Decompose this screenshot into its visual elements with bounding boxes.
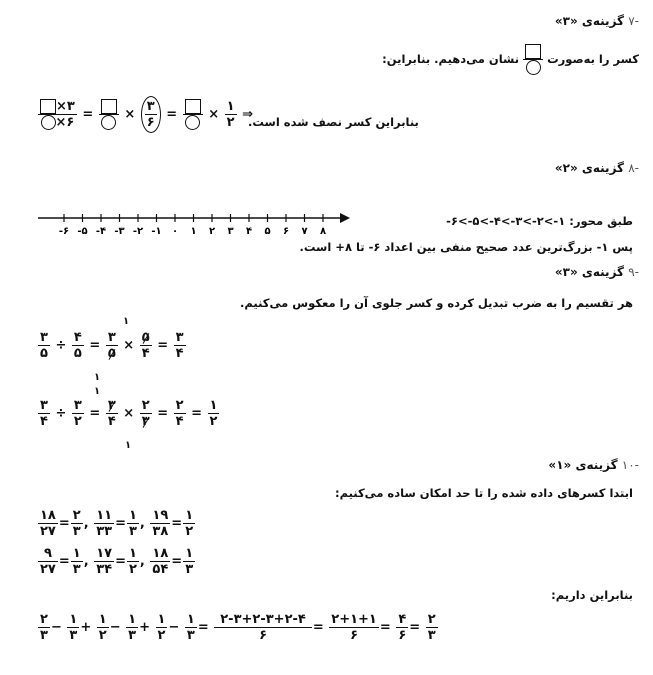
cancel-note: ۱	[94, 386, 101, 397]
number-line-label: -۳	[114, 226, 125, 237]
q9-answer: گزینه‌ی «۳»	[554, 265, 625, 279]
q8-number: -۸	[628, 161, 639, 175]
q8-conclusion: پس ۱- بزرگ‌ترین عدد صحیح منفی بین اعداد ۶- تا ۸+ است.	[299, 240, 633, 254]
q9-heading	[555, 265, 639, 279]
number-line-label: -۴	[95, 226, 107, 237]
q10-number: -۱۰	[621, 458, 639, 472]
circle-symbol	[526, 60, 541, 75]
q10-therefore: بنابراین داریم:	[551, 588, 633, 602]
q7-line1	[382, 44, 639, 75]
q7-heading	[555, 14, 639, 28]
q9-intro: هر تقسیم را به ضرب تبدیل کرده و کسر جلوی آن را معکوس می‌کنیم.	[240, 296, 633, 310]
q7-answer: گزینه‌ی «۳»	[554, 14, 625, 28]
q7-circled-frac: $\frac{۳}{۶}$	[141, 96, 161, 133]
q7-frac-a: $\frac{\times ۳}{\times ۶}$	[38, 99, 77, 130]
number-line-label: ۰	[171, 226, 179, 237]
q9-equation-2: $\frac{۳}{۴}$ ÷ $\frac{۳}{۲}$ = $\frac{۳}{۴}$ × $\frac{۲}{۳}$ = $\frac{۲}{۴}$ = $\frac{۱}{۲}$	[40, 398, 218, 429]
number-line-label: ۴	[245, 226, 253, 237]
number-line	[34, 208, 354, 238]
q7-equation: $\frac{\times ۳}{\times ۶}$ = × $\frac{۳}{۶}$ = × $\frac{۱}{۲}$ ⇒	[38, 96, 254, 133]
q7-line1-b: نشان می‌دهیم. بنابراین:	[382, 52, 520, 66]
number-line-label: ۶	[282, 226, 290, 237]
q10-final-equation: $\frac{۲}{۳}$ − $\frac{۱}{۳}$ + $\frac{۱}{۲}$ − $\frac{۱}{۳}$ + $\frac{۱}{۲}$ − $\frac{۱}{۳}$ = $\frac{۲-۳+۲-۳+۲-۴}{۶}$ = $\frac{۲+۱+۱}{۶}$ = $\frac{۴}{۶}$ = $\frac{۲}{۳}$	[40, 612, 436, 643]
q10-answer: گزینه‌ی «۱»	[548, 458, 618, 472]
number-line-label: -۵	[77, 226, 88, 237]
implies-arrow-icon: ⇒	[242, 107, 254, 122]
q10-simplify-row-1: $\frac{۱۸}{۲۷}$ = $\frac{۲}{۳}$ , $\frac{۱۱}{۳۳}$ = $\frac{۱}{۳}$ , $\frac{۱۹}{۳۸}$ = $\frac{۱}{۲}$	[40, 508, 194, 539]
q7-conclusion: بنابراین کسر نصف شده است.	[248, 115, 419, 129]
number-line-label: -۲	[132, 226, 144, 237]
q7-frac-c	[183, 99, 203, 130]
cancel-note: ۱	[125, 440, 132, 451]
q8-answer: گزینه‌ی «۲»	[554, 161, 625, 175]
box-symbol	[525, 44, 541, 59]
number-line-label: ۲	[208, 226, 216, 237]
number-line-label: ۷	[301, 226, 308, 237]
q7-frac-half: $\frac{۱}{۲}$	[226, 99, 235, 130]
q8-inequality: طبق محور: ۱->۲->۳->۴->۵->۶-	[446, 214, 633, 228]
cancel-note: ۱	[123, 316, 130, 327]
number-line-label: ۳	[227, 226, 234, 237]
number-line-label: ۵	[264, 226, 271, 237]
number-line-label: ۸	[319, 226, 327, 237]
q7-frac-b	[99, 99, 119, 130]
q10-heading	[548, 458, 639, 472]
q10-intro: ابتدا کسرهای داده شده را تا حد امکان ساده می‌کنیم:	[334, 486, 633, 500]
number-line-label: ۱	[190, 226, 197, 237]
q7-line1-a: کسر را به‌صورت	[547, 52, 639, 66]
q10-simplify-row-2: $\frac{۹}{۲۷}$ = $\frac{۱}{۳}$ , $\frac{۱۷}{۳۴}$ = $\frac{۱}{۲}$ , $\frac{۱۸}{۵۴}$ = $\frac{۱}{۳}$	[40, 546, 194, 577]
q7-box-over-circle	[523, 44, 543, 75]
q8-heading	[555, 161, 639, 175]
number-line-label: -۶	[58, 226, 70, 237]
cancel-note: ۱	[94, 372, 101, 383]
q7-number: -۷	[628, 14, 639, 28]
q9-number: -۹	[628, 265, 639, 279]
number-line-label: -۱	[151, 226, 162, 237]
arrow-right-icon	[340, 213, 350, 223]
q9-equation-1: $\frac{۳}{۵}$ ÷ $\frac{۴}{۵}$ = $\frac{۳}{۵}$ × $\frac{۵}{۴}$ = $\frac{۳}{۴}$	[40, 330, 184, 361]
